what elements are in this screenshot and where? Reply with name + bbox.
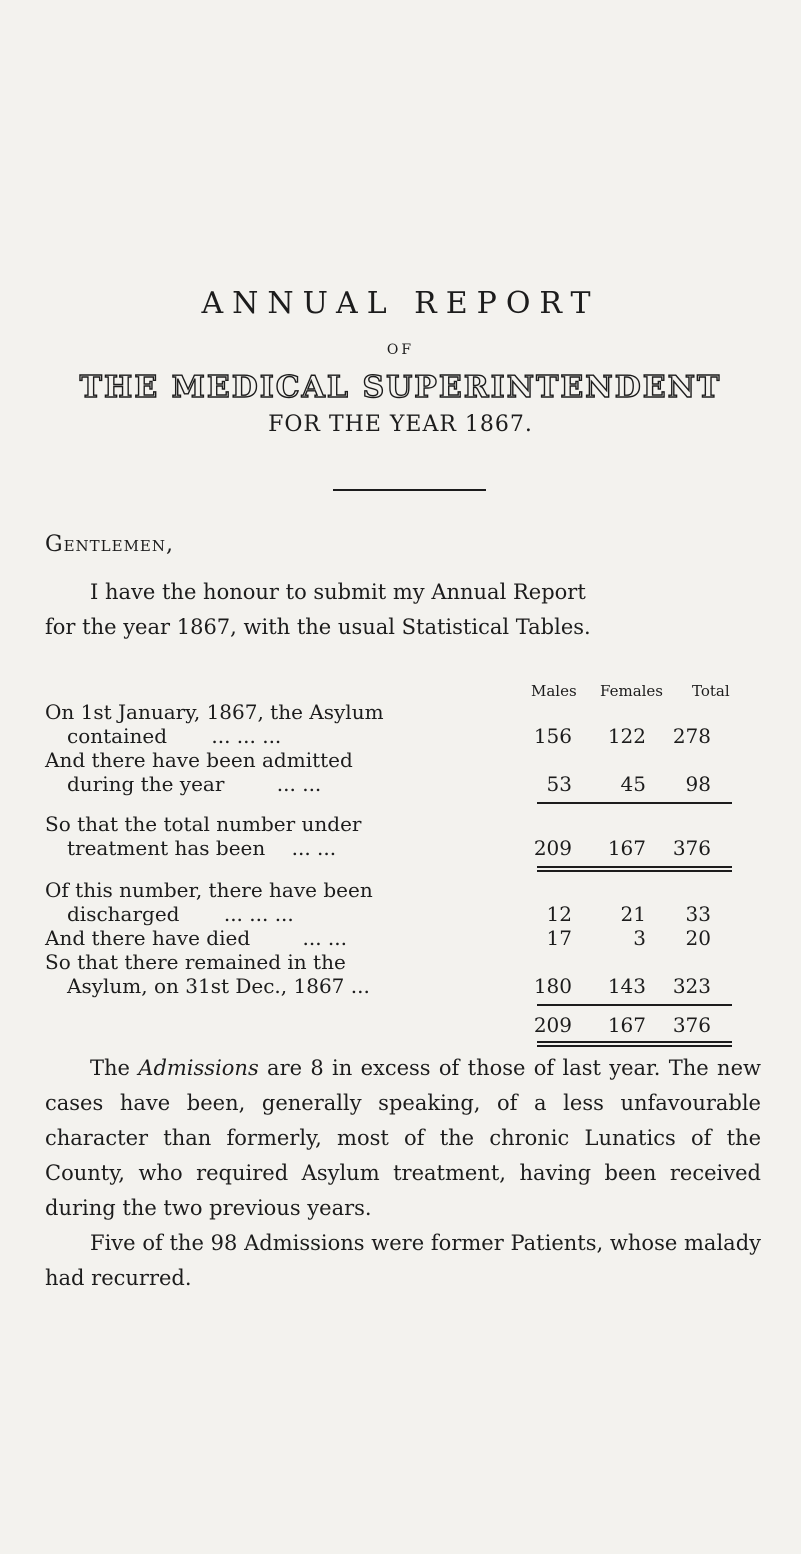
report-title: ANNUAL REPORT bbox=[201, 286, 600, 321]
row-label-cont: contained ... ... ... bbox=[67, 724, 282, 748]
col-header-females: Females bbox=[600, 682, 664, 700]
col-header-total: Total bbox=[692, 682, 730, 700]
row-label: And there have died ... ... bbox=[45, 926, 348, 950]
row-label-cont: during the year ... ... bbox=[67, 772, 322, 796]
cell-total: 278 bbox=[672, 724, 711, 748]
row-label: And there have been admitted bbox=[45, 748, 353, 772]
final-males: 209 bbox=[533, 1013, 572, 1037]
report-title-year: FOR THE YEAR 1867. bbox=[268, 412, 533, 437]
cell-males: 17 bbox=[546, 926, 572, 950]
table-row bbox=[45, 812, 525, 860]
table-row bbox=[45, 950, 525, 998]
cell-males: 209 bbox=[533, 836, 572, 860]
cell-females: 143 bbox=[607, 974, 646, 998]
paragraph-former-patients: Five of the 98 Admissions were former Patients, whose malady had recurred. bbox=[45, 1231, 761, 1290]
sum-rule bbox=[537, 1045, 732, 1047]
sum-rule bbox=[537, 870, 732, 872]
report-title-superintendent: THE MEDICAL SUPERINTENDENT bbox=[79, 370, 722, 405]
report-title-of: OF bbox=[386, 342, 415, 358]
closing-text bbox=[45, 1051, 761, 1296]
table-row bbox=[45, 926, 525, 950]
table-row bbox=[45, 700, 525, 748]
title-divider bbox=[333, 489, 486, 491]
table-row bbox=[45, 748, 525, 796]
row-label: Of this number, there have been bbox=[45, 878, 373, 902]
cell-total: 98 bbox=[685, 772, 711, 796]
row-label: So that the total number under bbox=[45, 812, 362, 836]
cell-total: 20 bbox=[685, 926, 711, 950]
sum-rule bbox=[537, 1004, 732, 1006]
cell-males: 180 bbox=[533, 974, 572, 998]
cell-females: 45 bbox=[620, 772, 646, 796]
cell-total: 376 bbox=[672, 836, 711, 860]
final-females: 167 bbox=[607, 1013, 646, 1037]
table-row bbox=[45, 878, 525, 926]
col-header-males: Males bbox=[531, 682, 577, 700]
cell-males: 12 bbox=[546, 902, 572, 926]
intro-line-1: I have the honour to submit my Annual Report bbox=[90, 580, 586, 604]
sum-rule bbox=[537, 1041, 732, 1043]
cell-males: 53 bbox=[546, 772, 572, 796]
row-label: On 1st January, 1867, the Asylum bbox=[45, 700, 384, 724]
cell-males: 156 bbox=[533, 724, 572, 748]
salutation: Gentlemen, bbox=[45, 532, 174, 557]
intro-paragraph bbox=[45, 575, 761, 645]
cell-total: 323 bbox=[672, 974, 711, 998]
sum-rule bbox=[537, 802, 732, 804]
cell-females: 3 bbox=[633, 926, 646, 950]
row-label: So that there remained in the bbox=[45, 950, 346, 974]
paragraph-admissions: The Admissions are 8 in excess of those of last year. The new cases have been, generally speaking, of a less unfavourable character than formerly, most of the chronic Lunatics of the County, who required Asylum treatment, having been received during the two previous years. bbox=[45, 1056, 761, 1220]
row-label-cont: Asylum, on 31st Dec., 1867 ... bbox=[67, 974, 370, 998]
cell-females: 122 bbox=[607, 724, 646, 748]
row-label-cont: discharged ... ... ... bbox=[67, 902, 294, 926]
cell-females: 167 bbox=[607, 836, 646, 860]
sum-rule bbox=[537, 866, 732, 868]
intro-line-2: for the year 1867, with the usual Statistical Tables. bbox=[45, 615, 591, 639]
row-label-cont: treatment has been ... ... bbox=[67, 836, 337, 860]
final-total: 376 bbox=[672, 1013, 711, 1037]
cell-females: 21 bbox=[620, 902, 646, 926]
cell-total: 33 bbox=[685, 902, 711, 926]
